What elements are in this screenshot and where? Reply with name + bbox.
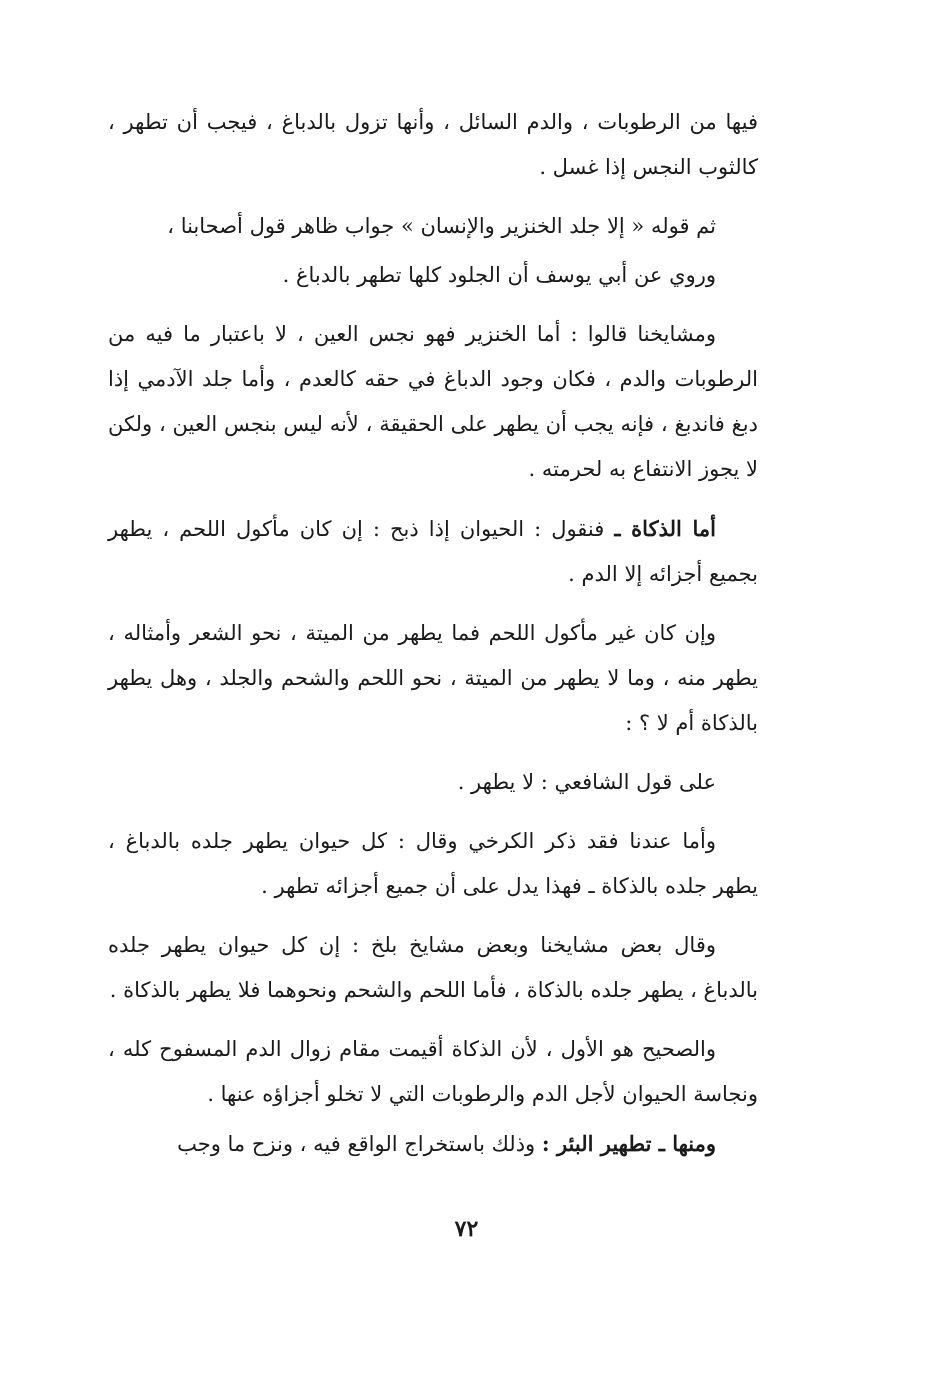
- paragraph-7: [108, 760, 758, 805]
- paragraph-1: [108, 100, 758, 190]
- section-heading-dhakah: أما الذكاة ـ: [614, 516, 716, 541]
- paragraph-4: [108, 312, 758, 492]
- paragraph-text: وروي عن أبي يوسف أن الجلود كلها تطهر بالدباغ .: [282, 263, 716, 287]
- paragraph-2: [108, 204, 758, 249]
- page-number: ٧٢: [454, 1216, 479, 1242]
- paragraph-text: وإن كان غير مأكول اللحم فما يطهر من الميتة ، نحو الشعر وأمثاله ، يطهر منه ، وما لا يطهر من الميتة ، نحو اللحم والشحم والجلد ، وهل يطهر بالذكاة أم لا ؟ :: [108, 621, 758, 735]
- paragraph-3: [108, 253, 758, 298]
- paragraph-text: فنقول : الحيوان إذا ذبح : إن كان مأكول اللحم ، يطهر بجميع أجزائه إلا الدم .: [108, 517, 758, 586]
- paragraph-text: على قول الشافعي : لا يطهر .: [457, 770, 716, 794]
- paragraph-text: ومشايخنا قالوا : أما الخنزير فهو نجس العين ، لا باعتبار ما فيه من الرطوبات والدم ، فكان وجود الدباغ في حقه كالعدم ، وأما جلد الآدمي إذا دبغ فاندبغ ، فإنه يجب أن يطهر على الحقيقة ، لأنه ليس بنجس العين ، ولكن لا يجوز الانتفاع به لحرمته .: [108, 322, 758, 481]
- paragraph-text: وقال بعض مشايخنا وبعض مشايخ بلخ : إن كل حيوان يطهر جلده بالدباغ ، يطهر جلده بالذكاة ، فأما اللحم والشحم ونحوهما فلا يطهر بالذكاة .: [108, 933, 758, 1002]
- paragraph-text: فيها من الرطوبات ، والدم السائل ، وأنها تزول بالدباغ ، فيجب أن تطهر ، كالثوب النجس إذا غسل .: [108, 110, 758, 179]
- paragraph-text: ثم قوله « إلا جلد الخنزير والإنسان » جواب ظاهر قول أصحابنا ،: [167, 214, 716, 238]
- paragraph-text: وأما عندنا فقد ذكر الكرخي وقال : كل حيوان يطهر جلده بالدباغ ، يطهر جلده بالذكاة ـ فهذا يدل على أن جميع أجزائه تطهر .: [108, 829, 758, 898]
- paragraph-9: [108, 923, 758, 1013]
- paragraph-6: [108, 611, 758, 746]
- paragraph-5: [108, 506, 758, 597]
- section-heading-well: ومنها ـ تطهير البئر :: [541, 1131, 716, 1156]
- page-body-text: [108, 100, 758, 1181]
- paragraph-text: والصحيح هو الأول ، لأن الذكاة أقيمت مقام زوال الدم المسفوح كله ، ونجاسة الحيوان لأجل الدم والرطوبات التي لا تخلو أجزاؤه عنها .: [108, 1037, 758, 1106]
- paragraph-8: [108, 819, 758, 909]
- paragraph-10: [108, 1027, 758, 1117]
- paragraph-11: [108, 1121, 758, 1167]
- paragraph-text: وذلك باستخراج الواقع فيه ، ونزح ما وجب: [177, 1132, 542, 1156]
